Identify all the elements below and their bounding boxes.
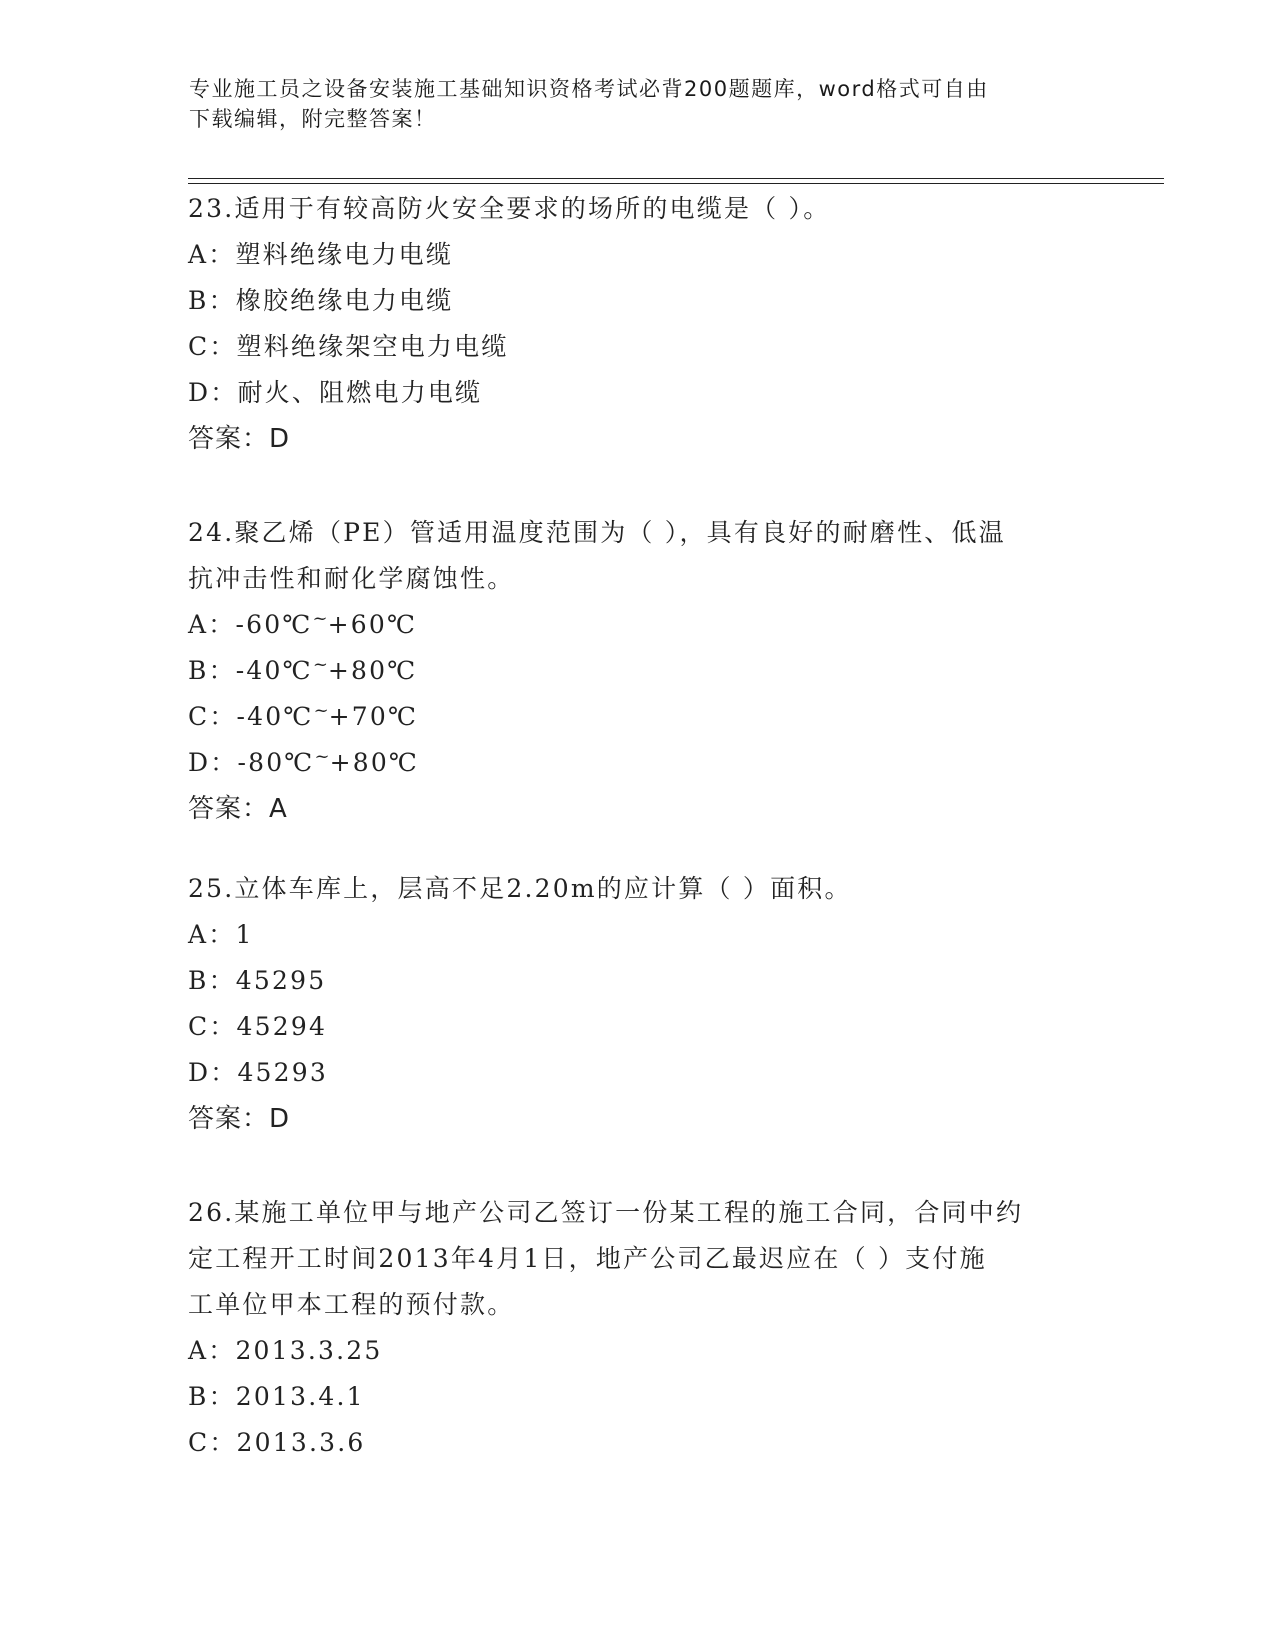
option-range-to: +70℃ bbox=[328, 702, 419, 731]
answer-label: 答案：D bbox=[188, 1104, 291, 1134]
option-range-tilde: ~ bbox=[312, 608, 328, 629]
question-stem-line-3: 工单位甲本工程的预付款。 bbox=[188, 1290, 515, 1319]
option-b: B：橡胶绝缘电力电缆 bbox=[188, 286, 454, 315]
answer-label: 答案：A bbox=[188, 794, 288, 824]
question-stem-line-2: 定工程开工时间2013年4月1日，地产公司乙最迟应在（ ）支付施 bbox=[188, 1244, 987, 1273]
option-a: A：2013.3.25 bbox=[188, 1336, 383, 1365]
question-stem-line-1: 26.某施工单位甲与地产公司乙签订一份某工程的施工合同，合同中约 bbox=[188, 1198, 1024, 1227]
option-d bbox=[188, 740, 1088, 786]
option-b: B：2013.4.1 bbox=[188, 1382, 365, 1411]
header-line-2: 下载编辑，附完整答案！ bbox=[189, 107, 437, 131]
header-line-1: 专业施工员之设备安装施工基础知识资格考试必背200题题库，word格式可自由 bbox=[189, 77, 989, 101]
question-stem-line-1: 24.聚乙烯（PE）管适用温度范围为（ ），具有良好的耐磨性、低温 bbox=[188, 518, 1006, 547]
option-b bbox=[188, 648, 1088, 694]
option-c bbox=[188, 694, 1088, 740]
question-25 bbox=[188, 866, 1088, 1142]
option-label: B： bbox=[188, 656, 236, 685]
question-24 bbox=[188, 510, 1088, 832]
document-header bbox=[189, 74, 1089, 134]
option-label: D： bbox=[188, 748, 238, 777]
option-range-from: -40℃ bbox=[235, 656, 313, 685]
option-c: C：塑料绝缘架空电力电缆 bbox=[188, 332, 509, 361]
option-a bbox=[188, 602, 1088, 648]
question-23 bbox=[188, 186, 1088, 462]
option-label: C： bbox=[188, 702, 237, 731]
option-c: C：45294 bbox=[188, 1012, 328, 1041]
option-range-tilde: ~ bbox=[313, 700, 329, 721]
option-range-from: -60℃ bbox=[235, 610, 313, 639]
option-range-from: -80℃ bbox=[237, 748, 315, 777]
option-a: A：塑料绝缘电力电缆 bbox=[188, 240, 454, 269]
option-range-to: +60℃ bbox=[327, 610, 418, 639]
option-range-to: +80℃ bbox=[329, 748, 420, 777]
question-stem-line-2: 抗冲击性和耐化学腐蚀性。 bbox=[188, 564, 515, 593]
option-d: D：45293 bbox=[188, 1058, 328, 1087]
question-26 bbox=[188, 1190, 1088, 1466]
option-range-from: -40℃ bbox=[236, 702, 314, 731]
header-divider-bottom bbox=[188, 183, 1164, 184]
option-range-tilde: ~ bbox=[312, 654, 328, 675]
option-b: B：45295 bbox=[188, 966, 327, 995]
question-stem: 25.立体车库上，层高不足2.20m的应计算（ ）面积。 bbox=[188, 874, 852, 903]
question-stem: 23.适用于有较高防火安全要求的场所的电缆是（ ）。 bbox=[188, 194, 831, 223]
option-c: C：2013.3.6 bbox=[188, 1428, 366, 1457]
header-divider-top bbox=[188, 178, 1164, 179]
option-range-tilde: ~ bbox=[314, 746, 330, 767]
option-label: A： bbox=[188, 610, 236, 639]
option-range-to: +80℃ bbox=[327, 656, 418, 685]
option-a: A：1 bbox=[188, 920, 254, 949]
option-d: D：耐火、阻燃电力电缆 bbox=[188, 378, 483, 407]
answer-label: 答案：D bbox=[188, 424, 291, 454]
